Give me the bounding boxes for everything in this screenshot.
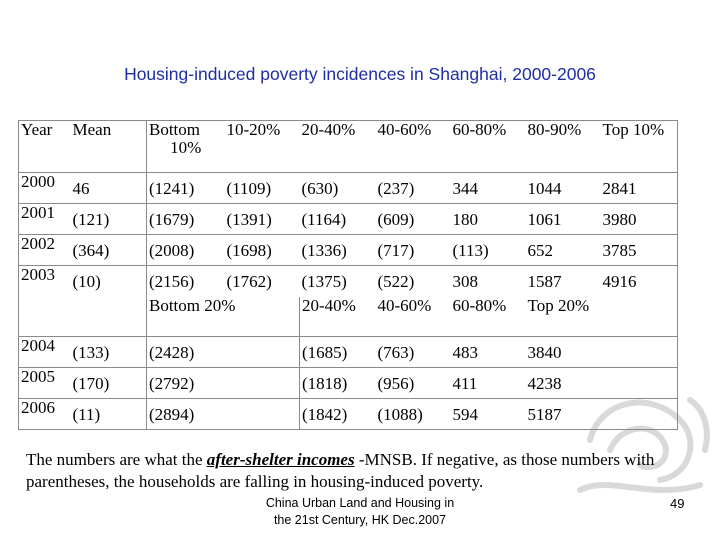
p80-90-cell: 1587 xyxy=(526,266,601,297)
header-p20-40: 20-40% xyxy=(300,121,376,173)
p40-60-cell: (1088) xyxy=(376,399,451,430)
p60-80-cell: 594 xyxy=(451,399,526,430)
header-bottom10 xyxy=(147,121,225,173)
p20-40-cell: (1164) xyxy=(300,204,376,235)
table-row xyxy=(19,173,678,204)
bottom20-cell: (2894) xyxy=(147,399,300,430)
table-row xyxy=(19,204,678,235)
p80-90-cell: 1061 xyxy=(526,204,601,235)
p60-80-cell: 180 xyxy=(451,204,526,235)
p40-60-cell: (522) xyxy=(376,266,451,297)
year-cell: 2001 xyxy=(19,204,71,235)
header-p80-90: 80-90% xyxy=(526,121,601,173)
p10-20-cell: (1762) xyxy=(225,266,300,297)
year-cell: 2005 xyxy=(19,368,71,399)
table-header-row xyxy=(19,121,678,173)
top10-cell: 3785 xyxy=(601,235,678,266)
top20-cell: 3840 xyxy=(526,337,678,368)
year-cell: 2003 xyxy=(19,266,71,297)
p40-60-cell: (956) xyxy=(376,368,451,399)
mean-cell: (170) xyxy=(71,368,147,399)
p10-20-cell: (1109) xyxy=(225,173,300,204)
header-bottom10-line2: 10% xyxy=(170,137,202,157)
note-emphasis: after-shelter incomes xyxy=(206,450,355,469)
page-number: 49 xyxy=(670,496,685,511)
top20-cell: 4238 xyxy=(526,368,678,399)
top10-cell: 4916 xyxy=(601,266,678,297)
table-row xyxy=(19,399,678,430)
header-p60-80: 60-80% xyxy=(451,121,526,173)
bottom10-cell: (2008) xyxy=(147,235,225,266)
year-cell: 2006 xyxy=(19,399,71,430)
note-before: The numbers are what the xyxy=(26,450,207,469)
year-cell: 2002 xyxy=(19,235,71,266)
p20-40-cell: (1336) xyxy=(300,235,376,266)
p20-40-cell: (630) xyxy=(300,173,376,204)
p40-60-cell: (763) xyxy=(376,337,451,368)
table-subheader-row xyxy=(19,297,678,337)
subheader-p60-80: 60-80% xyxy=(451,297,526,337)
mean-cell: (121) xyxy=(71,204,147,235)
subheader-p20-40: 20-40% xyxy=(300,297,376,337)
p40-60-cell: (237) xyxy=(376,173,451,204)
p20-40-cell: (1818) xyxy=(300,368,376,399)
p60-80-cell: (113) xyxy=(451,235,526,266)
mean-cell: (10) xyxy=(71,266,147,297)
footnote-text xyxy=(26,449,706,493)
p60-80-cell: 308 xyxy=(451,266,526,297)
p60-80-cell: 411 xyxy=(451,368,526,399)
p20-40-cell: (1842) xyxy=(300,399,376,430)
p20-40-cell: (1375) xyxy=(300,266,376,297)
p40-60-cell: (609) xyxy=(376,204,451,235)
top10-cell: 2841 xyxy=(601,173,678,204)
year-cell: 2004 xyxy=(19,337,71,368)
p80-90-cell: 652 xyxy=(526,235,601,266)
mean-cell: 46 xyxy=(71,173,147,204)
p10-20-cell: (1698) xyxy=(225,235,300,266)
bottom20-cell: (2792) xyxy=(147,368,300,399)
slide-footer xyxy=(230,495,490,529)
top10-cell: 3980 xyxy=(601,204,678,235)
bottom10-cell: (1241) xyxy=(147,173,225,204)
footer-line2: the 21st Century, HK Dec.2007 xyxy=(273,513,447,527)
slide-title: Housing-induced poverty incidences in Shanghai, 2000-2006 xyxy=(124,64,596,84)
poverty-table xyxy=(18,120,678,430)
mean-cell: (11) xyxy=(71,399,147,430)
p60-80-cell: 344 xyxy=(451,173,526,204)
p20-40-cell: (1685) xyxy=(300,337,376,368)
header-mean: Mean xyxy=(71,121,147,173)
header-year: Year xyxy=(19,121,71,173)
table-row xyxy=(19,368,678,399)
mean-cell: (133) xyxy=(71,337,147,368)
p60-80-cell: 483 xyxy=(451,337,526,368)
table-row xyxy=(19,337,678,368)
header-bottom10-line1: Bottom xyxy=(149,120,201,139)
p80-90-cell: 1044 xyxy=(526,173,601,204)
table-row xyxy=(19,266,678,297)
bottom10-cell: (2156) xyxy=(147,266,225,297)
table-row xyxy=(19,235,678,266)
p10-20-cell: (1391) xyxy=(225,204,300,235)
top20-cell: 5187 xyxy=(526,399,678,430)
bottom10-cell: (1679) xyxy=(147,204,225,235)
mean-cell: (364) xyxy=(71,235,147,266)
header-p10-20: 10-20% xyxy=(225,121,300,173)
footer-line1: China Urban Land and Housing in xyxy=(265,496,455,510)
note-after: -MNSB. If negative, as those numbers with parentheses, the households are falling in housing-induced poverty. xyxy=(26,450,655,491)
bottom20-cell: (2428) xyxy=(147,337,300,368)
subheader-bottom20: Bottom 20% xyxy=(147,297,300,337)
subheader-p40-60: 40-60% xyxy=(376,297,451,337)
p40-60-cell: (717) xyxy=(376,235,451,266)
header-p40-60: 40-60% xyxy=(376,121,451,173)
year-cell: 2000 xyxy=(19,173,71,204)
header-top10: Top 10% xyxy=(601,121,678,173)
subheader-top20: Top 20% xyxy=(526,297,678,337)
